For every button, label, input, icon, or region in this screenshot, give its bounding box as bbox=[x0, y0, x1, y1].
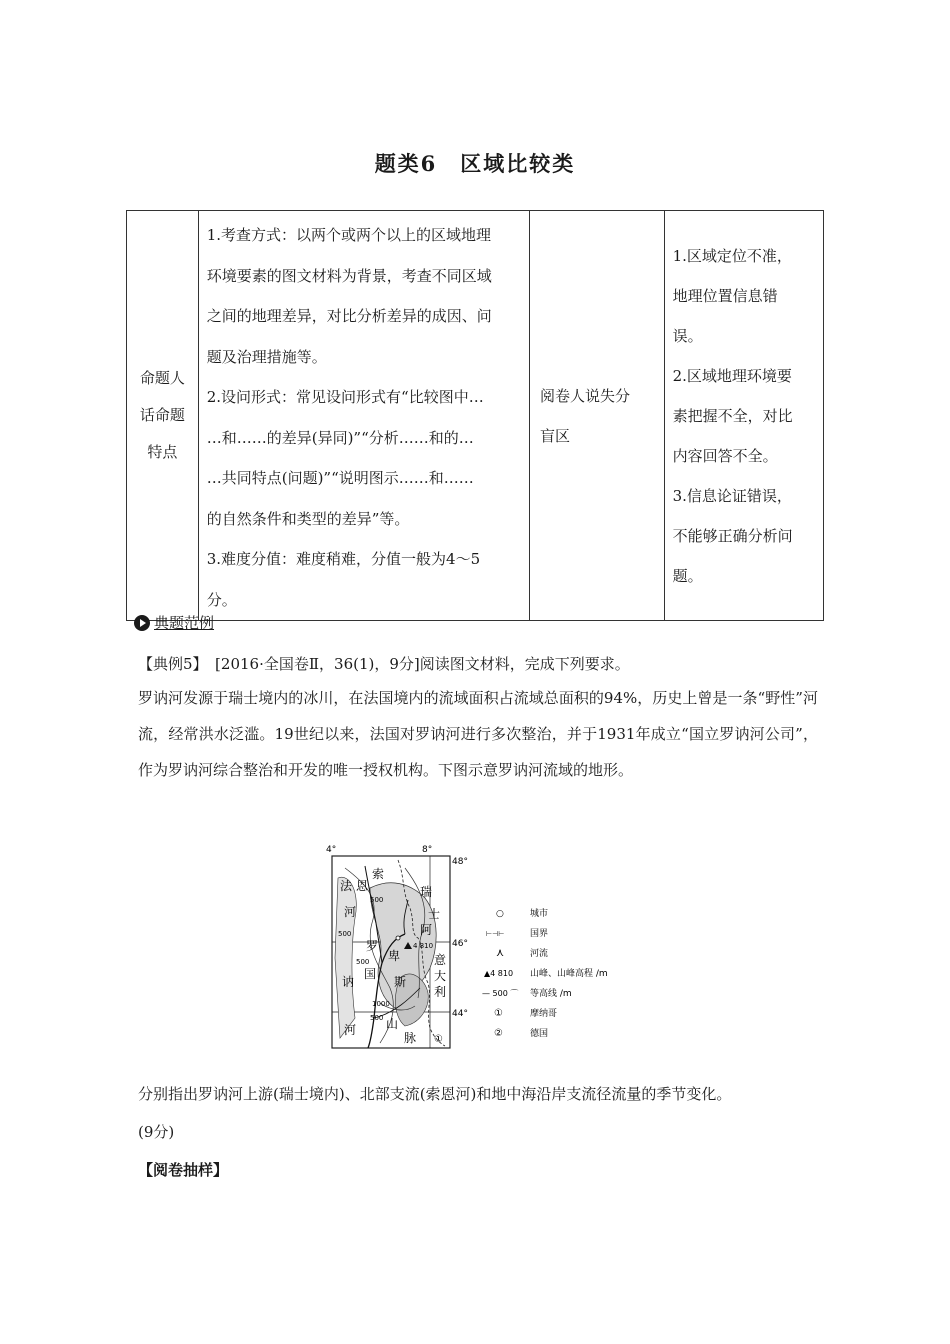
city-marker bbox=[396, 936, 400, 940]
place-label: 恩 bbox=[356, 879, 369, 893]
place-label: 国 bbox=[364, 967, 377, 981]
section-heading bbox=[134, 612, 214, 633]
proposer-content-cell bbox=[198, 211, 529, 621]
place-label: 讷 bbox=[342, 975, 355, 989]
cell-line: 特点 bbox=[147, 443, 178, 461]
map-legend bbox=[482, 907, 608, 1039]
contour-label: 500 bbox=[370, 896, 384, 904]
legend-symbol: ▲4 810 bbox=[484, 969, 514, 978]
place-label: 山 bbox=[386, 1017, 399, 1031]
cell-line: 环境要素的图文材料为背景，考查不同区域 bbox=[206, 266, 492, 285]
place-label: 河 bbox=[344, 1023, 357, 1037]
place-label: 阿 bbox=[420, 923, 433, 937]
lat-label: 48° bbox=[452, 857, 468, 867]
example-line: 【典例5】 [2016·全国卷Ⅱ，36(1)，9分]阅读图文材料，完成下列要求。 bbox=[138, 655, 630, 673]
cell-line: …共同特点(问题)”“说明图示……和…… bbox=[206, 469, 474, 487]
cell-line: …和……的差异(异同)”“分析……和的… bbox=[206, 428, 474, 447]
lat-label: 44° bbox=[452, 1009, 468, 1019]
cell-line: 阅卷人说失分 bbox=[539, 386, 630, 405]
question-text: 分别指出罗讷河上游(瑞士境内)、北部支流(索恩河)和地中海沿岸支流径流量的季节变化。 bbox=[138, 1085, 732, 1103]
cell-line: 误。 bbox=[672, 326, 703, 345]
place-label: 法 bbox=[340, 879, 353, 893]
cell-line: 2.设问形式：常见设问形式有“比较图中… bbox=[206, 388, 484, 406]
cell-line: 盲区 bbox=[539, 426, 570, 445]
legend-label: 河流 bbox=[530, 949, 549, 959]
legend-label: 摩纳哥 bbox=[530, 1009, 558, 1019]
cell-line: 之间的地理差异，对比分析差异的成因、问 bbox=[206, 307, 492, 325]
section-label: 典题范例 bbox=[154, 614, 215, 632]
cell-line: 3.难度分值：难度稍难，分值一般为4～5 bbox=[206, 550, 481, 568]
legend-symbol: ○ bbox=[496, 909, 504, 919]
place-label: 索 bbox=[372, 867, 385, 881]
cell-line: 3.信息论证错误， bbox=[672, 486, 792, 505]
place-label: 脉 bbox=[404, 1031, 417, 1045]
cell-line: 题。 bbox=[672, 566, 703, 585]
contour-label: 1000 bbox=[372, 1000, 390, 1008]
grader-label-cell bbox=[529, 211, 664, 621]
cell-line: 内容回答不全。 bbox=[672, 446, 778, 465]
contour-label: 500 bbox=[370, 1014, 384, 1022]
contour-label: 500 bbox=[356, 958, 370, 966]
legend-symbol: ⊢⊣⊢ bbox=[486, 930, 505, 938]
cell-line: 分。 bbox=[206, 590, 237, 609]
legend-label: 城市 bbox=[530, 909, 549, 919]
legend-symbol: ① bbox=[494, 1008, 503, 1019]
place-label: 士 bbox=[428, 907, 441, 921]
cell-line: 1.区域定位不准， bbox=[672, 246, 792, 265]
proposer-label-cell bbox=[127, 211, 199, 621]
place-label: 河 bbox=[344, 905, 357, 919]
place-label: 利 bbox=[434, 985, 447, 999]
grader-content-cell bbox=[664, 211, 823, 621]
sample-heading: 【阅卷抽样】 bbox=[138, 1161, 229, 1179]
cell-line: 的自然条件和类型的差异”等。 bbox=[206, 509, 410, 528]
score-text: (9分) bbox=[138, 1123, 175, 1141]
place-label: 罗 bbox=[366, 939, 379, 953]
cell-line: 素把握不全，对比 bbox=[672, 406, 793, 425]
place-label: 瑞 bbox=[420, 885, 433, 899]
body-paragraph: 罗讷河发源于瑞士境内的冰川，在法国境内的流域面积占流域总面积的94%，历史上曾是一条“野性”河流，经常洪水泛滥。19世纪以来，法国对罗讷河进行多次整治，并于1931年成立“国立罗讷河公司”，作为罗讷河综合整治和开发的唯一授权机构。下图示意罗讷河流域的地形。 bbox=[138, 689, 818, 779]
place-label: 意 bbox=[434, 953, 447, 967]
legend-label: 德国 bbox=[530, 1029, 549, 1039]
cell-line: 话命题 bbox=[139, 406, 185, 424]
lat-label: 46° bbox=[452, 939, 468, 949]
cell-line: 不能够正确分析问 bbox=[672, 526, 793, 545]
legend-label: 山峰、山峰高程 /m bbox=[530, 969, 608, 979]
place-label: 斯 bbox=[394, 975, 407, 989]
legend-symbol: ⋏ bbox=[496, 946, 505, 959]
rhone-basin-map bbox=[310, 838, 608, 1056]
lon-label: 4° bbox=[326, 845, 337, 855]
peak-label: 4 810 bbox=[413, 942, 434, 950]
cell-line: 1.考查方式：以两个或两个以上的区域地理 bbox=[206, 226, 492, 244]
page-title: 题类6 区域比较类 bbox=[374, 151, 576, 176]
lon-label: 8° bbox=[422, 845, 433, 855]
legend-symbol: ② bbox=[494, 1028, 503, 1039]
legend-symbol: — 500 ⌒ bbox=[482, 989, 519, 998]
place-label: 大 bbox=[434, 969, 447, 983]
play-circle-icon bbox=[134, 615, 150, 631]
cell-line: 地理位置信息错 bbox=[672, 286, 778, 305]
feature-table bbox=[126, 210, 824, 621]
cell-line: 命题人 bbox=[139, 369, 185, 387]
cell-line: 题及治理措施等。 bbox=[206, 347, 327, 366]
place-label: 卑 bbox=[388, 949, 401, 963]
cell-line: 2.区域地理环境要 bbox=[672, 366, 792, 385]
monaco-marker: ① bbox=[434, 1034, 443, 1045]
legend-label: 等高线 /m bbox=[530, 989, 572, 999]
contour-label: 500 bbox=[338, 930, 352, 938]
legend-label: 国界 bbox=[530, 929, 549, 939]
